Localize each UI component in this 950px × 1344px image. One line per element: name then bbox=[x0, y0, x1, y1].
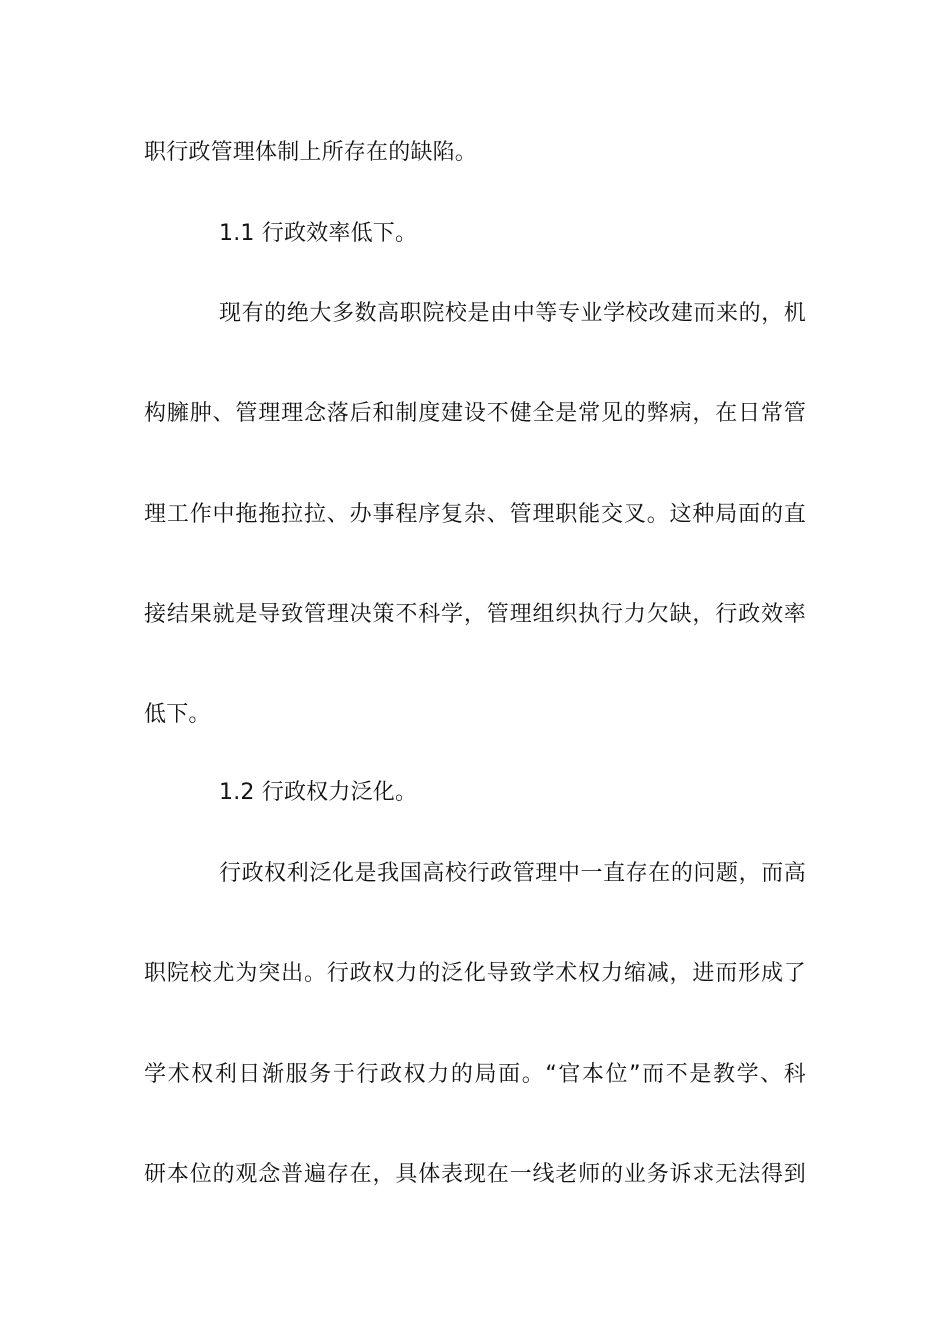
paragraph-line: 理工作中拖拖拉拉、办事程序复杂、管理职能交叉。这种局面的直 bbox=[144, 502, 806, 527]
paragraph-line: 职院校尤为突出。行政权力的泛化导致学术权力缩减，进而形成了 bbox=[144, 961, 806, 986]
paragraph-line: 构臃肿、管理理念落后和制度建设不健全是常见的弊病，在日常管 bbox=[144, 401, 806, 426]
paragraph-line: 接结果就是导致管理决策不科学，管理组织执行力欠缺，行政效率 bbox=[144, 602, 806, 627]
paragraph-line: 行政权利泛化是我国高校行政管理中一直存在的问题，而高 bbox=[219, 861, 806, 886]
paragraph-line: 现有的绝大多数高职院校是由中等专业学校改建而来的，机 bbox=[219, 301, 806, 326]
paragraph-line: 低下。 bbox=[144, 702, 211, 727]
section-heading-1-1: 1.1 行政效率低下。 bbox=[219, 221, 418, 246]
section-heading-1-2: 1.2 行政权力泛化。 bbox=[219, 780, 418, 805]
paragraph-line: 学术权利日渐服务于行政权力的局面。“官本位”而不是教学、科 bbox=[144, 1062, 806, 1087]
paragraph-continuation-line: 职行政管理体制上所存在的缺陷。 bbox=[144, 140, 478, 165]
paragraph-line: 研本位的观念普遍存在，具体表现在一线老师的业务诉求无法得到 bbox=[144, 1162, 806, 1187]
